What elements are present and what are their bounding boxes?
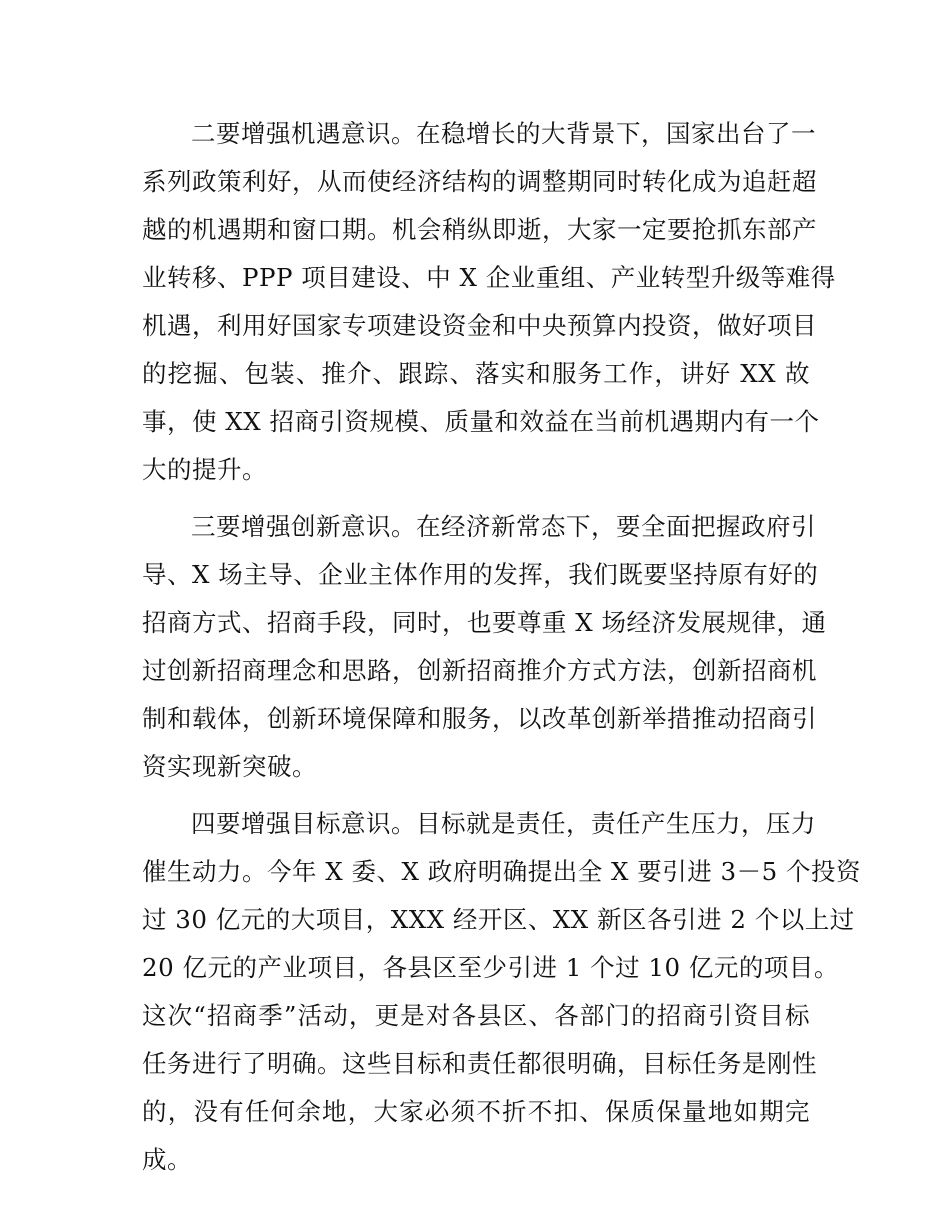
- paragraph-line: 资实现新突破。: [142, 752, 317, 781]
- paragraph-line: 过创新招商理念和思路，创新招商推介方式方法，创新招商机: [142, 656, 817, 685]
- paragraph-target: [142, 800, 862, 1184]
- paragraph-line: 招商方式、招商手段，同时，也要尊重 X 场经济发展规律，通: [142, 608, 827, 637]
- paragraph-line: 三要增强创新意识。在经济新常态下，要全面把握政府引: [191, 512, 816, 541]
- paragraph-line: 机遇，利用好国家专项建设资金和中央预算内投资，做好项目: [142, 311, 817, 340]
- paragraph-line: 四要增强目标意识。目标就是责任，责任产生压力，压力: [191, 809, 816, 838]
- paragraph-line: 催生动力。今年 X 委、X 政府明确提出全 X 要引进 3－5 个投资: [142, 857, 862, 886]
- paragraph-line: 导、X 场主导、企业主体作用的发挥，我们既要坚持原有好的: [142, 560, 819, 589]
- paragraph-line: 越的机遇期和窗口期。机会稍纵即逝，大家一定要抢抓东部产: [142, 215, 817, 244]
- paragraph-line: 的，没有任何余地，大家必须不折不扣、保质保量地如期完: [142, 1097, 810, 1126]
- paragraph-line: 二要增强机遇意识。在稳增长的大背景下，国家出台了一: [191, 119, 816, 148]
- document-body: [142, 110, 862, 1184]
- paragraph-line: 这次“招商季”活动，更是对各县区、各部门的招商引资目标: [142, 1001, 810, 1030]
- paragraph-line: 20 亿元的产业项目，各县区至少引进 1 个过 10 亿元的项目。: [142, 953, 839, 982]
- paragraph-line: 业转移、PPP 项目建设、中 X 企业重组、产业转型升级等难得: [142, 263, 836, 292]
- paragraph-line: 成。: [142, 1145, 192, 1174]
- paragraph-innovation: [142, 503, 827, 791]
- paragraph-line: 系列政策利好，从而使经济结构的调整期同时转化成为追赶超: [142, 167, 817, 196]
- paragraph-opportunity: [142, 110, 836, 494]
- paragraph-line: 的挖掘、包装、推介、跟踪、落实和服务工作，讲好 XX 故: [142, 359, 810, 388]
- paragraph-line: 任务进行了明确。这些目标和责任都很明确，目标任务是刚性: [142, 1049, 817, 1078]
- paragraph-line: 过 30 亿元的大项目，XXX 经开区、XX 新区各引进 2 个以上过: [142, 905, 855, 934]
- paragraph-line: 制和载体，创新环境保障和服务，以改革创新举措推动招商引: [142, 704, 817, 733]
- paragraph-line: 大的提升。: [142, 455, 267, 484]
- paragraph-line: 事，使 XX 招商引资规模、质量和效益在当前机遇期内有一个: [142, 407, 820, 436]
